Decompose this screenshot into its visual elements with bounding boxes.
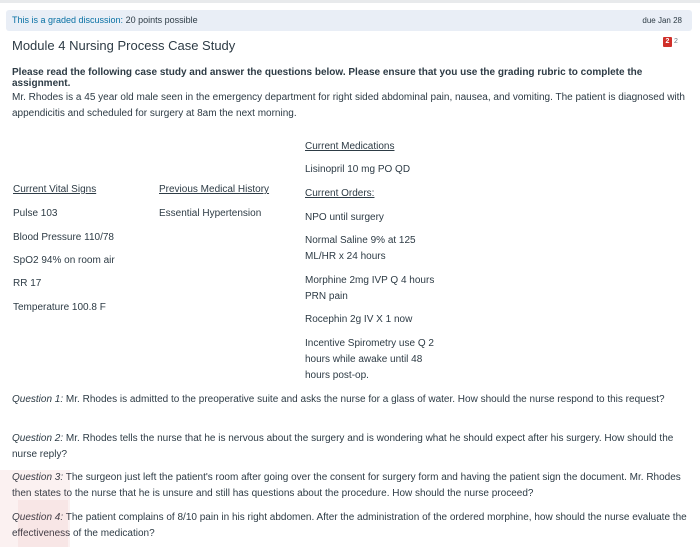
graded-discussion-banner bbox=[6, 10, 692, 31]
graded-label: This is a graded discussion: bbox=[12, 15, 124, 25]
question-text: The patient complains of 8/10 pain in his right abdomen. After the administration of the ordered morphine, how should the nurse evaluate the effectiveness of the medication? bbox=[12, 512, 687, 539]
question-2 bbox=[12, 431, 692, 463]
order-item: Incentive Spirometry use Q 2 hours while awake until 48 hours post-op. bbox=[305, 338, 434, 381]
history-item: Essential Hypertension bbox=[159, 208, 262, 219]
question-text: The surgeon just left the patient's room after going over the consent for surgery form and having the patient sign the document. Mr. Rhodes then states to the nurse that he is unsure and still has questions about the procedure. How should the nurse proceed? bbox=[12, 472, 681, 499]
vitals-header: Current Vital Signs bbox=[13, 184, 97, 195]
question-label: Question 1: bbox=[12, 394, 64, 405]
question-label: Question 3: bbox=[12, 472, 64, 483]
vital-item: RR 17 bbox=[13, 278, 42, 289]
question-3 bbox=[12, 470, 692, 502]
question-label: Question 2: bbox=[12, 433, 64, 444]
graded-info bbox=[12, 10, 198, 31]
question-text: Mr. Rhodes tells the nurse that he is nervous about the surgery and is wondering what he should expect after his surgery. How should the nurse reply? bbox=[12, 433, 674, 460]
order-item: Morphine 2mg IVP Q 4 hours PRN pain bbox=[305, 275, 435, 302]
question-text: Mr. Rhodes is admitted to the preoperative suite and asks the nurse for a glass of water. How should the nurse respond to this request? bbox=[63, 394, 665, 405]
order-item: Normal Saline 9% at 125 ML/HR x 24 hours bbox=[305, 235, 416, 262]
question-label: Question 4: bbox=[12, 512, 64, 523]
vital-item: SpO2 94% on room air bbox=[13, 255, 115, 266]
top-divider bbox=[0, 0, 700, 3]
case-description: Mr. Rhodes is a 45 year old male seen in the emergency department for right sided abdominal pain, nausea, and vomiting. The patient is diagnosed with appendicitis and scheduled for surgery at 8am the next morning. bbox=[12, 92, 685, 119]
history-header: Previous Medical History bbox=[159, 184, 270, 195]
points-possible: 20 points possible bbox=[125, 15, 198, 25]
unread-count-badge[interactable]: 2 bbox=[663, 37, 672, 47]
order-item: NPO until surgery bbox=[305, 212, 384, 223]
faint-watermark bbox=[18, 500, 68, 547]
unread-badges[interactable] bbox=[663, 36, 678, 47]
assignment-instructions: Please read the following case study and answer the questions below. Please ensure that you use the grading rubric to complete the assignment. bbox=[12, 67, 643, 89]
vital-item: Pulse 103 bbox=[13, 208, 58, 219]
medications-header: Current Medications bbox=[305, 141, 395, 152]
total-count: 2 bbox=[674, 38, 678, 45]
page-title: Module 4 Nursing Process Case Study bbox=[12, 38, 236, 53]
question-4 bbox=[12, 510, 692, 542]
orders-header: Current Orders: bbox=[305, 188, 375, 199]
vital-item: Temperature 100.8 F bbox=[13, 302, 106, 313]
vital-item: Blood Pressure 110/78 bbox=[13, 232, 114, 243]
order-item: Rocephin 2g IV X 1 now bbox=[305, 314, 413, 325]
medication-item: Lisinopril 10 mg PO QD bbox=[305, 164, 411, 175]
due-date: due Jan 28 bbox=[642, 16, 682, 25]
question-1 bbox=[12, 392, 692, 408]
